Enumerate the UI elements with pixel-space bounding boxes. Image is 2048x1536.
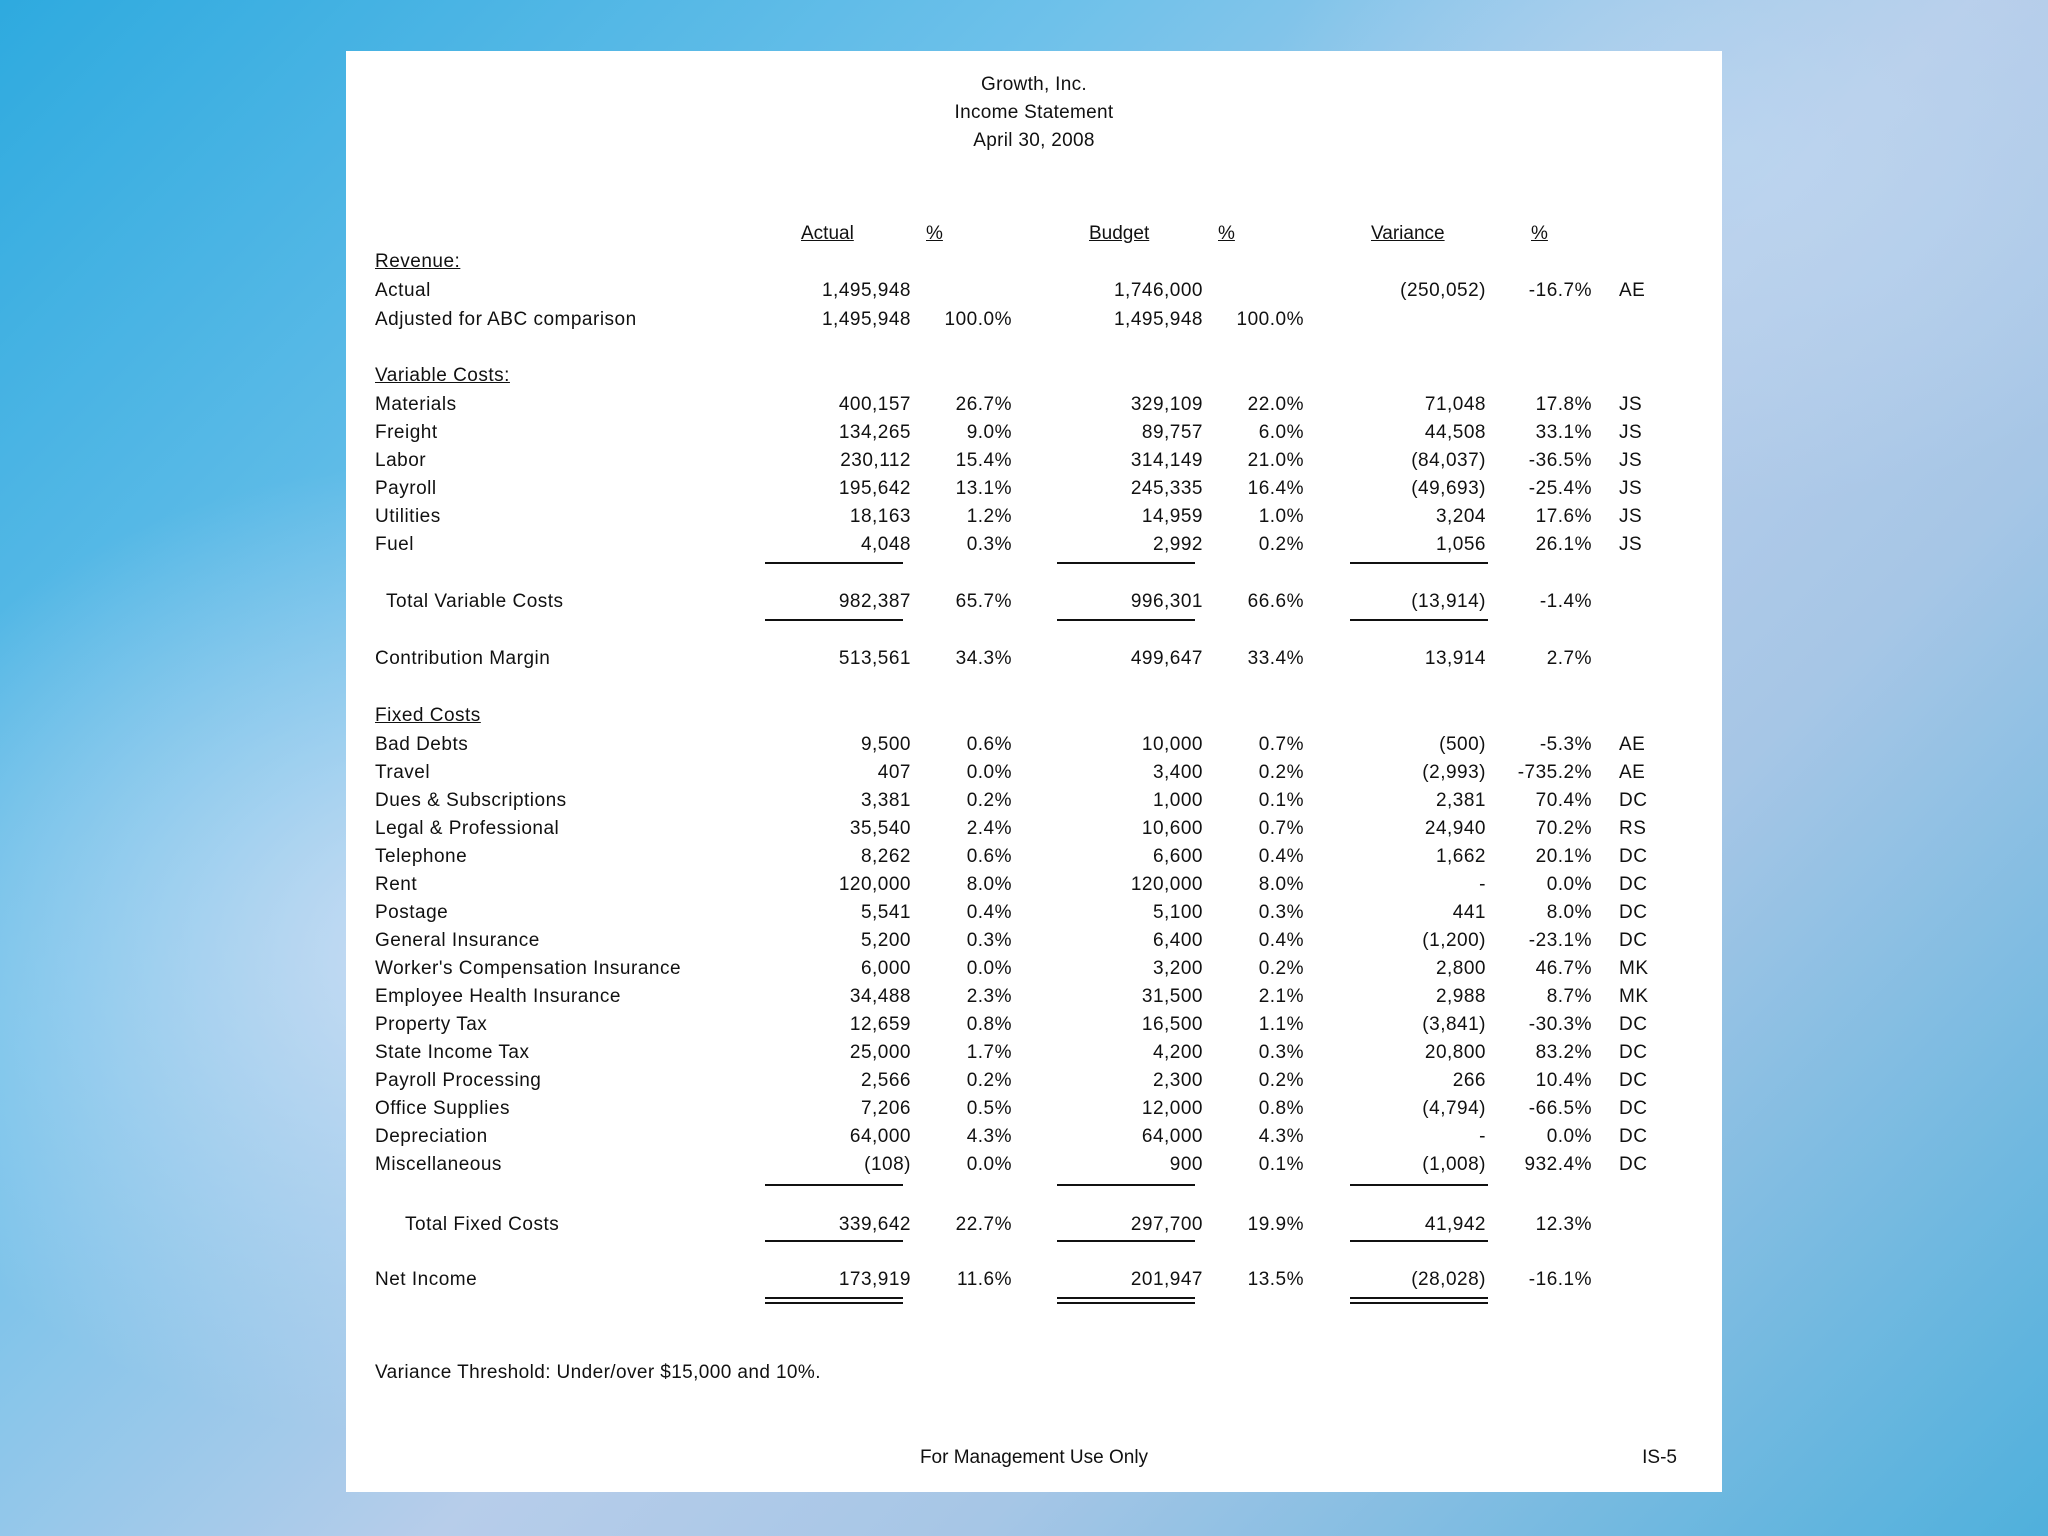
variance-pct: -23.1%	[1528, 930, 1592, 951]
actual-pct: 0.2%	[966, 790, 1012, 811]
budget-value: 1,495,948	[1113, 309, 1203, 330]
row-label: Total Variable Costs	[386, 591, 564, 612]
budget-value: 12,000	[1141, 1098, 1203, 1119]
budget-value: 10,600	[1141, 818, 1203, 839]
variance-value: (250,052)	[1400, 280, 1486, 301]
table-row	[346, 422, 1722, 448]
actual-pct: 8.0%	[966, 874, 1012, 895]
actual-pct: 0.6%	[966, 734, 1012, 755]
variable-costs-heading-row	[346, 365, 1722, 391]
variance-pct: 0.0%	[1546, 874, 1592, 895]
actual-pct: 0.3%	[966, 534, 1012, 555]
owner-code: JS	[1619, 534, 1643, 555]
budget-value: 900	[1169, 1154, 1203, 1175]
company-name: Growth, Inc.	[980, 74, 1088, 95]
variance-pct: -25.4%	[1528, 478, 1592, 499]
actual-pct: 26.7%	[955, 394, 1012, 415]
budget-value: 2,992	[1152, 534, 1203, 555]
row-label: Worker's Compensation Insurance	[375, 958, 682, 979]
actual-pct: 1.2%	[966, 506, 1012, 527]
total-rule	[1057, 1240, 1195, 1242]
page-number: IS-5	[1642, 1447, 1677, 1468]
contribution-margin-row	[346, 648, 1722, 674]
actual-value: 64,000	[849, 1126, 911, 1147]
budget-value: 14,959	[1141, 506, 1203, 527]
actual-pct: 100.0%	[944, 309, 1012, 330]
variance-value: 20,800	[1424, 1042, 1486, 1063]
row-label: Total Fixed Costs	[405, 1214, 560, 1235]
budget-value: 297,700	[1130, 1214, 1203, 1235]
variance-pct: -16.7%	[1528, 280, 1592, 301]
budget-value: 4,200	[1152, 1042, 1203, 1063]
table-row	[346, 280, 1722, 306]
row-label: State Income Tax	[375, 1042, 530, 1063]
budget-pct: 0.1%	[1258, 1154, 1304, 1175]
actual-value: 18,163	[849, 506, 911, 527]
variance-value: (3,841)	[1422, 1014, 1486, 1035]
budget-value: 201,947	[1130, 1269, 1203, 1290]
budget-value: 3,400	[1152, 762, 1203, 783]
variance-value: (13,914)	[1411, 591, 1486, 612]
table-row	[346, 790, 1722, 816]
actual-pct: 22.7%	[955, 1214, 1012, 1235]
revenue-heading-row	[346, 251, 1722, 277]
variance-pct: 17.8%	[1535, 394, 1592, 415]
total-variable-costs-row	[346, 591, 1722, 617]
total-rule	[1057, 619, 1195, 621]
variance-pct: 33.1%	[1535, 422, 1592, 443]
actual-pct: 9.0%	[966, 422, 1012, 443]
variance-pct: 932.4%	[1524, 1154, 1592, 1175]
actual-pct: 65.7%	[955, 591, 1012, 612]
row-label: Depreciation	[375, 1126, 488, 1147]
variance-value: 1,056	[1435, 534, 1486, 555]
row-label: Adjusted for ABC comparison	[375, 309, 637, 330]
variance-pct: 20.1%	[1535, 846, 1592, 867]
row-label: Net Income	[375, 1269, 478, 1290]
col-header-variance: Variance	[1371, 223, 1445, 244]
variance-pct: -5.3%	[1539, 734, 1592, 755]
budget-pct: 66.6%	[1247, 591, 1304, 612]
budget-pct: 0.4%	[1258, 846, 1304, 867]
table-row	[346, 902, 1722, 928]
subtotal-rule	[1350, 1184, 1488, 1186]
row-label: Property Tax	[375, 1014, 488, 1035]
owner-code: DC	[1619, 846, 1648, 867]
variable-costs-heading: Variable Costs:	[375, 365, 510, 386]
budget-pct: 0.2%	[1258, 762, 1304, 783]
double-rule	[1350, 1302, 1488, 1304]
actual-pct: 0.0%	[966, 1154, 1012, 1175]
actual-value: 982,387	[838, 591, 911, 612]
budget-value: 16,500	[1141, 1014, 1203, 1035]
owner-code: DC	[1619, 1154, 1648, 1175]
row-label: Dues & Subscriptions	[375, 790, 567, 811]
actual-value: 1,495,948	[821, 280, 911, 301]
total-rule	[1350, 1240, 1488, 1242]
budget-value: 3,200	[1152, 958, 1203, 979]
budget-pct: 13.5%	[1247, 1269, 1304, 1290]
revenue-heading: Revenue:	[375, 251, 461, 272]
budget-pct: 4.3%	[1258, 1126, 1304, 1147]
variance-value: -	[1479, 1126, 1486, 1147]
row-label: Utilities	[375, 506, 441, 527]
budget-pct: 2.1%	[1258, 986, 1304, 1007]
actual-value: 513,561	[838, 648, 911, 669]
budget-value: 314,149	[1130, 450, 1203, 471]
budget-value: 2,300	[1152, 1070, 1203, 1091]
budget-pct: 0.7%	[1258, 818, 1304, 839]
budget-pct: 8.0%	[1258, 874, 1304, 895]
budget-pct: 21.0%	[1247, 450, 1304, 471]
actual-pct: 0.5%	[966, 1098, 1012, 1119]
variance-value: 3,204	[1435, 506, 1486, 527]
row-label: Office Supplies	[375, 1098, 510, 1119]
variance-pct: -36.5%	[1528, 450, 1592, 471]
budget-value: 6,400	[1152, 930, 1203, 951]
actual-value: 6,000	[860, 958, 911, 979]
variance-pct: 2.7%	[1546, 648, 1592, 669]
variance-pct: 0.0%	[1546, 1126, 1592, 1147]
variance-value: 71,048	[1424, 394, 1486, 415]
row-label: Rent	[375, 874, 418, 895]
variance-value: (49,693)	[1411, 478, 1486, 499]
actual-pct: 34.3%	[955, 648, 1012, 669]
actual-value: 5,200	[860, 930, 911, 951]
table-row	[346, 930, 1722, 956]
variance-value: (500)	[1439, 734, 1486, 755]
budget-pct: 0.2%	[1258, 534, 1304, 555]
variance-pct: 10.4%	[1535, 1070, 1592, 1091]
row-label: Employee Health Insurance	[375, 986, 621, 1007]
owner-code: JS	[1619, 394, 1643, 415]
budget-pct: 16.4%	[1247, 478, 1304, 499]
owner-code: DC	[1619, 874, 1648, 895]
variance-pct: -16.1%	[1528, 1269, 1592, 1290]
table-row	[346, 1042, 1722, 1068]
table-row	[346, 478, 1722, 504]
budget-value: 64,000	[1141, 1126, 1203, 1147]
row-label: Bad Debts	[375, 734, 469, 755]
row-label: Freight	[375, 422, 438, 443]
variance-value: -	[1479, 874, 1486, 895]
double-rule	[1350, 1297, 1488, 1299]
owner-code: DC	[1619, 1014, 1648, 1035]
subtotal-rule	[1350, 562, 1488, 564]
actual-value: 8,262	[860, 846, 911, 867]
budget-value: 5,100	[1152, 902, 1203, 923]
double-rule	[765, 1302, 903, 1304]
actual-value: 230,112	[840, 450, 911, 471]
budget-pct: 0.4%	[1258, 930, 1304, 951]
actual-value: 407	[877, 762, 911, 783]
budget-pct: 0.3%	[1258, 1042, 1304, 1063]
variance-value: (2,993)	[1422, 762, 1486, 783]
table-row	[346, 958, 1722, 984]
double-rule	[765, 1297, 903, 1299]
owner-code: DC	[1619, 1042, 1648, 1063]
variance-value: 24,940	[1424, 818, 1486, 839]
owner-code: JS	[1619, 450, 1643, 471]
actual-pct: 0.2%	[966, 1070, 1012, 1091]
variance-value: (1,200)	[1422, 930, 1486, 951]
budget-pct: 0.7%	[1258, 734, 1304, 755]
actual-value: 12,659	[849, 1014, 911, 1035]
variance-value: 2,381	[1435, 790, 1486, 811]
variance-value: (28,028)	[1411, 1269, 1486, 1290]
budget-pct: 0.2%	[1258, 958, 1304, 979]
col-header-budget-pct: %	[1218, 223, 1235, 244]
owner-code: AE	[1619, 762, 1646, 783]
actual-value: 2,566	[860, 1070, 911, 1091]
row-label: Materials	[375, 394, 457, 415]
budget-pct: 1.1%	[1258, 1014, 1304, 1035]
owner-code: DC	[1619, 790, 1648, 811]
table-row	[346, 1070, 1722, 1096]
actual-pct: 0.6%	[966, 846, 1012, 867]
table-row	[346, 394, 1722, 420]
budget-value: 120,000	[1130, 874, 1203, 895]
owner-code: DC	[1619, 1070, 1648, 1091]
row-label: Actual	[375, 280, 431, 301]
variance-pct: 26.1%	[1535, 534, 1592, 555]
actual-value: 339,642	[838, 1214, 911, 1235]
budget-value: 245,335	[1130, 478, 1203, 499]
actual-value: 400,157	[838, 394, 911, 415]
col-header-actual-pct: %	[926, 223, 943, 244]
actual-value: 1,495,948	[821, 309, 911, 330]
actual-value: (108)	[864, 1154, 911, 1175]
row-label: Postage	[375, 902, 449, 923]
actual-pct: 1.7%	[966, 1042, 1012, 1063]
owner-code: JS	[1619, 422, 1643, 443]
budget-value: 31,500	[1141, 986, 1203, 1007]
row-label: Payroll Processing	[375, 1070, 542, 1091]
total-fixed-costs-row	[346, 1214, 1722, 1240]
table-row	[346, 1126, 1722, 1152]
double-rule	[1057, 1297, 1195, 1299]
budget-value: 1,000	[1152, 790, 1203, 811]
budget-pct: 6.0%	[1258, 422, 1304, 443]
budget-value: 329,109	[1130, 394, 1203, 415]
variance-value: 2,800	[1435, 958, 1486, 979]
table-row	[346, 1014, 1722, 1040]
budget-pct: 22.0%	[1247, 394, 1304, 415]
footer-note: For Management Use Only	[919, 1447, 1149, 1468]
table-row	[346, 450, 1722, 476]
col-header-actual: Actual	[801, 223, 854, 244]
actual-value: 7,206	[860, 1098, 911, 1119]
variance-value: 13,914	[1424, 648, 1486, 669]
actual-pct: 2.4%	[966, 818, 1012, 839]
actual-pct: 2.3%	[966, 986, 1012, 1007]
owner-code: AE	[1619, 280, 1646, 301]
budget-pct: 33.4%	[1247, 648, 1304, 669]
budget-pct: 0.1%	[1258, 790, 1304, 811]
actual-value: 9,500	[860, 734, 911, 755]
variance-value: 44,508	[1424, 422, 1486, 443]
actual-value: 25,000	[849, 1042, 911, 1063]
variance-pct: 46.7%	[1535, 958, 1592, 979]
budget-pct: 0.2%	[1258, 1070, 1304, 1091]
table-row	[346, 818, 1722, 844]
table-row	[346, 1154, 1722, 1180]
net-income-row	[346, 1269, 1722, 1295]
subtotal-rule	[765, 562, 903, 564]
statement-date: April 30, 2008	[973, 130, 1095, 151]
row-label: Fuel	[375, 534, 414, 555]
statement-title: Income Statement	[954, 102, 1114, 123]
variance-value: 2,988	[1435, 986, 1486, 1007]
col-header-budget: Budget	[1089, 223, 1150, 244]
total-rule	[1350, 619, 1488, 621]
budget-pct: 0.3%	[1258, 902, 1304, 923]
actual-pct: 15.4%	[955, 450, 1012, 471]
budget-value: 499,647	[1130, 648, 1203, 669]
total-rule	[765, 1240, 903, 1242]
table-row	[346, 734, 1722, 760]
variance-pct: 12.3%	[1535, 1214, 1592, 1235]
owner-code: DC	[1619, 930, 1648, 951]
variance-pct: -1.4%	[1539, 591, 1592, 612]
budget-value: 996,301	[1130, 591, 1203, 612]
row-label: Contribution Margin	[375, 648, 551, 669]
owner-code: MK	[1619, 958, 1649, 979]
variance-threshold-note: Variance Threshold: Under/over $15,000 and 10%.	[375, 1362, 821, 1383]
row-label: Travel	[375, 762, 431, 783]
budget-value: 1,746,000	[1113, 280, 1203, 301]
actual-pct: 0.0%	[966, 958, 1012, 979]
actual-pct: 4.3%	[966, 1126, 1012, 1147]
budget-pct: 1.0%	[1258, 506, 1304, 527]
variance-pct: 70.2%	[1535, 818, 1592, 839]
table-row	[346, 1098, 1722, 1124]
owner-code: JS	[1619, 478, 1643, 499]
table-row	[346, 874, 1722, 900]
actual-pct: 0.8%	[966, 1014, 1012, 1035]
row-label: General Insurance	[375, 930, 540, 951]
table-row	[346, 309, 1722, 335]
row-label: Payroll	[375, 478, 437, 499]
variance-value: 266	[1452, 1070, 1486, 1091]
total-rule	[765, 619, 903, 621]
actual-value: 134,265	[838, 422, 911, 443]
actual-value: 35,540	[849, 818, 911, 839]
subtotal-rule	[1057, 562, 1195, 564]
budget-value: 10,000	[1141, 734, 1203, 755]
variance-pct: 8.0%	[1546, 902, 1592, 923]
actual-value: 120,000	[838, 874, 911, 895]
actual-value: 34,488	[849, 986, 911, 1007]
row-label: Miscellaneous	[375, 1154, 502, 1175]
budget-pct: 0.8%	[1258, 1098, 1304, 1119]
table-row	[346, 506, 1722, 532]
actual-pct: 0.0%	[966, 762, 1012, 783]
fixed-costs-heading: Fixed Costs	[375, 705, 481, 726]
table-row	[346, 986, 1722, 1012]
variance-pct: 17.6%	[1535, 506, 1592, 527]
variance-pct: -30.3%	[1528, 1014, 1592, 1035]
row-label: Telephone	[375, 846, 468, 867]
double-rule	[1057, 1302, 1195, 1304]
actual-value: 5,541	[860, 902, 911, 923]
owner-code: AE	[1619, 734, 1646, 755]
table-row	[346, 846, 1722, 872]
variance-value: 441	[1452, 902, 1486, 923]
actual-pct: 13.1%	[955, 478, 1012, 499]
table-row	[346, 762, 1722, 788]
variance-value: (4,794)	[1422, 1098, 1486, 1119]
variance-value: (1,008)	[1422, 1154, 1486, 1175]
variance-pct: 83.2%	[1535, 1042, 1592, 1063]
variance-pct: 70.4%	[1535, 790, 1592, 811]
budget-value: 6,600	[1152, 846, 1203, 867]
owner-code: DC	[1619, 1098, 1648, 1119]
actual-value: 173,919	[838, 1269, 911, 1290]
budget-value: 89,757	[1141, 422, 1203, 443]
subtotal-rule	[1057, 1184, 1195, 1186]
owner-code: DC	[1619, 1126, 1648, 1147]
income-statement-page	[346, 51, 1722, 1492]
variance-value: 41,942	[1424, 1214, 1486, 1235]
actual-pct: 11.6%	[957, 1269, 1012, 1290]
fixed-costs-heading-row	[346, 705, 1722, 731]
actual-pct: 0.3%	[966, 930, 1012, 951]
owner-code: DC	[1619, 902, 1648, 923]
variance-value: (84,037)	[1411, 450, 1486, 471]
owner-code: RS	[1619, 818, 1647, 839]
variance-pct: 8.7%	[1546, 986, 1592, 1007]
budget-pct: 19.9%	[1247, 1214, 1304, 1235]
variance-pct: -735.2%	[1517, 762, 1592, 783]
subtotal-rule	[765, 1184, 903, 1186]
actual-value: 195,642	[838, 478, 911, 499]
actual-value: 4,048	[860, 534, 911, 555]
variance-value: 1,662	[1435, 846, 1486, 867]
actual-value: 3,381	[860, 790, 911, 811]
owner-code: MK	[1619, 986, 1649, 1007]
table-row	[346, 534, 1722, 560]
owner-code: JS	[1619, 506, 1643, 527]
variance-pct: -66.5%	[1528, 1098, 1592, 1119]
row-label: Legal & Professional	[375, 818, 560, 839]
actual-pct: 0.4%	[966, 902, 1012, 923]
col-header-variance-pct: %	[1531, 223, 1548, 244]
budget-pct: 100.0%	[1236, 309, 1304, 330]
row-label: Labor	[375, 450, 427, 471]
